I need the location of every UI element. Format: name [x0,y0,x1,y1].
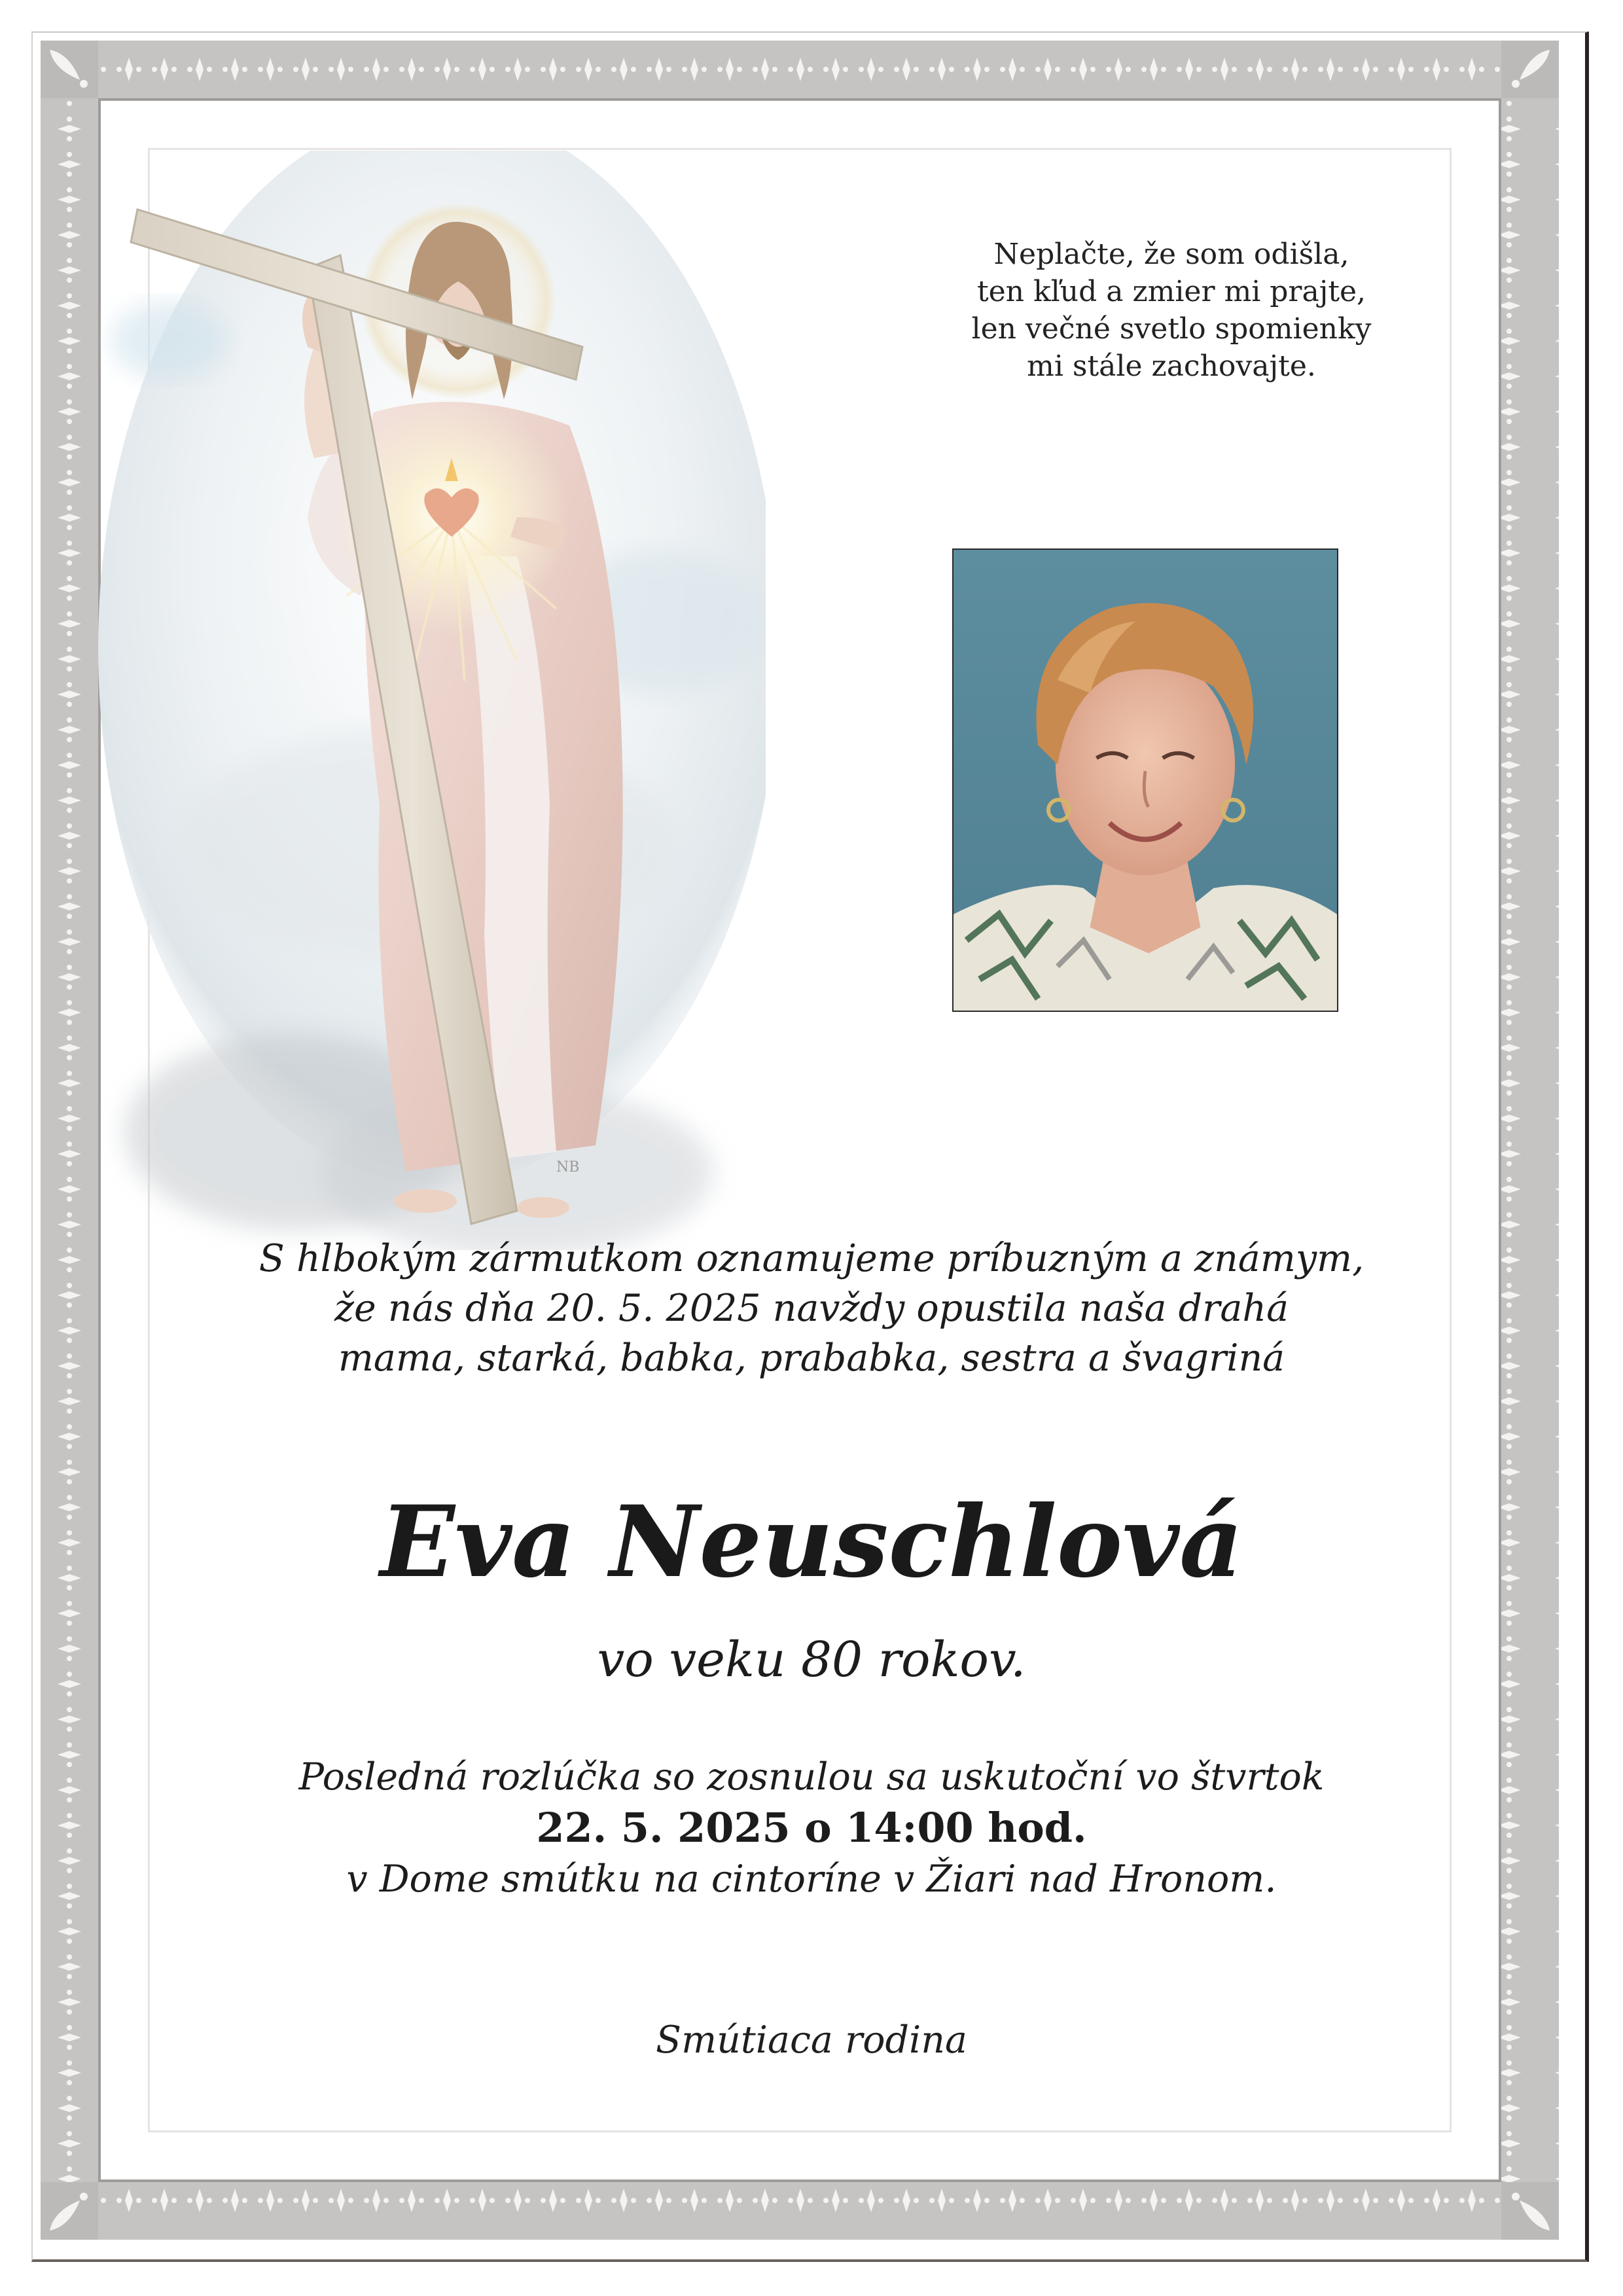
deceased-age: vo veku 80 rokov. [597,1632,1026,1688]
poem-line: ten kľud a zmier mi prajte, [976,275,1366,308]
announcement-line: že nás dňa 20. 5. 2025 navždy opustila naša drahá [334,1287,1289,1330]
poem-line: Neplačte, že som odišla, [993,238,1349,271]
announcement-line: S hlbokým zármutkom oznamujeme príbuzným a známym, [259,1237,1364,1280]
announcement-line: mama, starká, babka, prababka, sestra a švagriná [338,1336,1285,1380]
farewell-datetime: 22. 5. 2025 o 14:00 hod. [536,1804,1087,1852]
farewell-place: v Dome smútku na cintoríne v Žiari nad Hronom. [346,1857,1277,1901]
poem-line: mi stále zachovajte. [1027,350,1316,383]
poem-verse [903,236,1440,385]
jesus-with-cross-illustration [98,151,766,1250]
corner-leaf-icon [1501,41,1559,98]
poem-line: len večné svetlo spomienky [971,312,1372,346]
corner-leaf-icon [41,41,98,98]
family-signature: Smútiaca rodina [656,2018,967,2062]
farewell-intro: Posledná rozlúčka so zosnulou sa uskutoční vo štvrtok [298,1755,1325,1799]
corner-leaf-icon [1501,2182,1559,2240]
deceased-name: Eva Neuschlová [380,1484,1243,1600]
image-signature: NB [556,1159,580,1175]
announcement-text [131,1234,1492,1383]
portrait-photo [952,548,1338,1012]
corner-leaf-icon [41,2182,98,2240]
funeral-details [65,1751,1558,1905]
